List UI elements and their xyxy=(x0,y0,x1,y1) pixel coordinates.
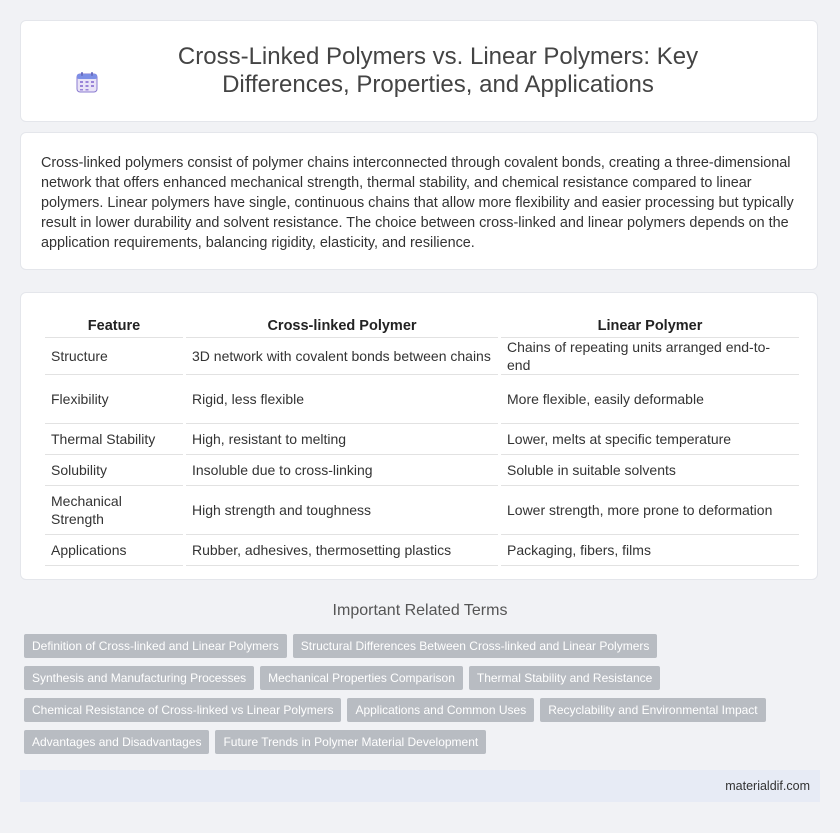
related-terms-heading: Important Related Terms xyxy=(332,602,508,619)
related-term-tag[interactable]: Thermal Stability and Resistance xyxy=(469,666,660,690)
feature-cell: Mechanical Strength xyxy=(45,486,183,535)
tag-row xyxy=(24,666,824,690)
feature-cell: Solubility xyxy=(45,455,183,486)
table-row xyxy=(45,424,799,455)
table-row xyxy=(45,338,799,375)
comparison-table-card xyxy=(20,292,818,580)
table-row xyxy=(45,455,799,486)
related-term-tag[interactable]: Chemical Resistance of Cross-linked vs Linear Polymers xyxy=(24,698,341,722)
feature-cell: Flexibility xyxy=(45,375,183,424)
cross-linked-cell: Rigid, less flexible xyxy=(186,375,498,424)
header-feature: Feature xyxy=(45,315,183,338)
comparison-table xyxy=(45,315,799,566)
cross-linked-cell: High, resistant to melting xyxy=(186,424,498,455)
linear-cell: Chains of repeating units arranged end-to-end xyxy=(501,338,799,375)
linear-cell: Packaging, fibers, films xyxy=(501,535,799,566)
linear-cell: Lower strength, more prone to deformation xyxy=(501,486,799,535)
related-term-tag[interactable]: Structural Differences Between Cross-linked and Linear Polymers xyxy=(293,634,658,658)
related-term-tag[interactable]: Applications and Common Uses xyxy=(347,698,534,722)
linear-cell: Lower, melts at specific temperature xyxy=(501,424,799,455)
header-cross-linked: Cross-linked Polymer xyxy=(186,315,498,338)
related-terms-tags xyxy=(24,634,824,762)
calendar-icon xyxy=(75,70,99,94)
tag-row xyxy=(24,634,824,658)
footer xyxy=(20,770,820,802)
related-term-tag[interactable]: Synthesis and Manufacturing Processes xyxy=(24,666,254,690)
related-term-tag[interactable]: Mechanical Properties Comparison xyxy=(260,666,463,690)
cross-linked-cell: Insoluble due to cross-linking xyxy=(186,455,498,486)
page-title: Cross-Linked Polymers vs. Linear Polymers: Key Differences, Properties, and Applications xyxy=(177,43,699,98)
intro-paragraph: Cross-linked polymers consist of polymer chains interconnected through covalent bonds, creating a three-dimensional network that offers enhanced mechanical strength, thermal stability, and chemical resistance compared to linear polymers. Linear polymers have single, continuous chains that allow more flexibility and easier processing but typically result in lower durability and solvent resistance. The choice between cross-linked and linear polymers depends on the application requirements, balancing rigidity, elasticity, and resilience. xyxy=(41,155,794,251)
related-term-tag[interactable]: Definition of Cross-linked and Linear Polymers xyxy=(24,634,287,658)
table-row xyxy=(45,486,799,535)
tag-row xyxy=(24,730,824,754)
tag-row xyxy=(24,698,824,722)
related-term-tag[interactable]: Advantages and Disadvantages xyxy=(24,730,209,754)
linear-cell: More flexible, easily deformable xyxy=(501,375,799,424)
cross-linked-cell: 3D network with covalent bonds between chains xyxy=(186,338,498,375)
cross-linked-cell: Rubber, adhesives, thermosetting plastics xyxy=(186,535,498,566)
cross-linked-cell: High strength and toughness xyxy=(186,486,498,535)
intro-card xyxy=(20,132,818,270)
linear-cell: Soluble in suitable solvents xyxy=(501,455,799,486)
related-term-tag[interactable]: Recyclability and Environmental Impact xyxy=(540,698,765,722)
header-linear: Linear Polymer xyxy=(501,315,799,338)
feature-cell: Thermal Stability xyxy=(45,424,183,455)
table-row xyxy=(45,535,799,566)
feature-cell: Structure xyxy=(45,338,183,375)
site-name[interactable]: materialdif.com xyxy=(725,779,810,793)
feature-cell: Applications xyxy=(45,535,183,566)
table-row xyxy=(45,375,799,424)
header-card xyxy=(20,20,818,122)
related-term-tag[interactable]: Future Trends in Polymer Material Development xyxy=(215,730,486,754)
table-header-row xyxy=(45,315,799,338)
